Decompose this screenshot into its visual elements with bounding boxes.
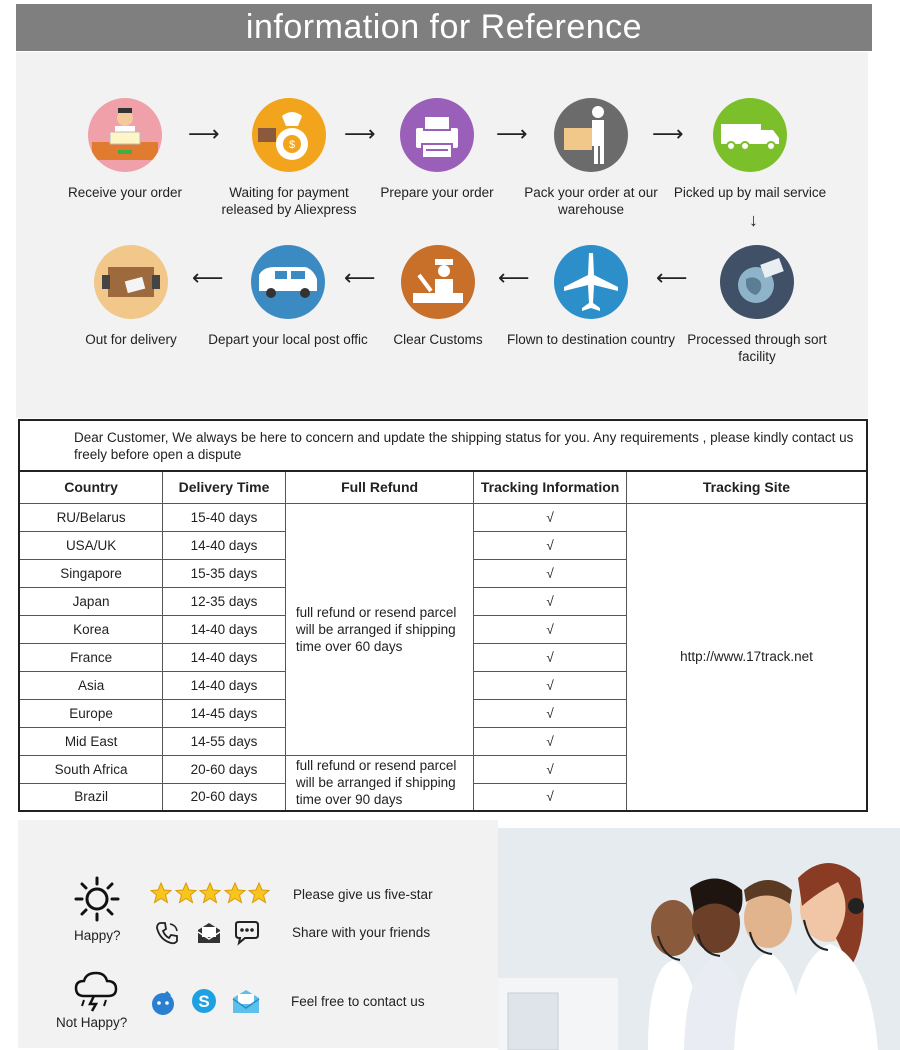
arrow-right-icon: ⟶: [652, 121, 684, 146]
customs-officer-icon: [401, 245, 475, 319]
arrow-right-icon: ⟶: [496, 121, 528, 146]
contact-text: Feel free to contact us: [291, 994, 425, 1009]
mail-envelope-icon[interactable]: [231, 988, 261, 1016]
table-row: [19, 503, 867, 531]
happy-label: Happy?: [74, 928, 121, 943]
arrow-left-icon: ⟵: [192, 265, 224, 290]
refund-60-cell: full refund or resend parcel will be arranged if shipping time over 60 days: [285, 503, 473, 755]
step-depart-post: [203, 245, 373, 348]
messenger-icon[interactable]: [150, 990, 176, 1016]
arrow-right-icon: ⟶: [344, 121, 376, 146]
country-cell: Europe: [19, 699, 163, 727]
parcel-icon: [94, 245, 168, 319]
five-star-text: Please give us five-star: [293, 887, 433, 902]
step-clear-customs: [353, 245, 523, 348]
header-country: Country: [19, 471, 163, 503]
star-icon[interactable]: [199, 882, 221, 904]
shipping-table-section: [18, 419, 868, 812]
step-label: Pack your order at our warehouse: [524, 185, 658, 217]
tracking-cell: √: [474, 755, 627, 783]
country-cell: Japan: [19, 587, 163, 615]
time-cell: 20-60 days: [163, 755, 286, 783]
time-cell: 15-40 days: [163, 503, 286, 531]
country-cell: Brazil: [19, 783, 163, 811]
tracking-cell: √: [474, 503, 627, 531]
header-tracking-info: Tracking Information: [474, 471, 627, 503]
step-prepare-order: [352, 98, 522, 201]
airplane-icon: [554, 245, 628, 319]
sun-icon: [74, 876, 120, 922]
header-tracking-site: Tracking Site: [626, 471, 867, 503]
money-bag-icon: [252, 98, 326, 172]
not-happy-label: Not Happy?: [56, 1015, 128, 1030]
header-delivery-time: Delivery Time: [163, 471, 286, 503]
arrow-left-icon: ⟵: [498, 265, 530, 290]
step-receive-order: [40, 98, 210, 201]
step-label: Out for delivery: [85, 332, 177, 347]
arrow-left-icon: ⟵: [656, 265, 688, 290]
step-sort-facility: [672, 245, 842, 365]
arrow-right-icon: ⟶: [188, 121, 220, 146]
arrow-left-icon: ⟵: [344, 265, 376, 290]
country-cell: Mid East: [19, 727, 163, 755]
country-cell: RU/Belarus: [19, 503, 163, 531]
step-label: Clear Customs: [393, 332, 483, 347]
time-cell: 14-40 days: [163, 531, 286, 559]
star-icon[interactable]: [150, 882, 172, 904]
time-cell: 20-60 days: [163, 783, 286, 811]
globe-mail-icon: [720, 245, 794, 319]
process-flow: [16, 52, 868, 418]
time-cell: 14-40 days: [163, 643, 286, 671]
skype-icon[interactable]: [190, 987, 218, 1015]
star-icon[interactable]: [224, 882, 246, 904]
star-icon[interactable]: [248, 882, 270, 904]
time-cell: 14-40 days: [163, 671, 286, 699]
step-flown: [506, 245, 676, 348]
email-icon[interactable]: [196, 920, 222, 946]
svg-text:S: S: [198, 992, 210, 1011]
tracking-cell: √: [474, 531, 627, 559]
tracking-cell: √: [474, 559, 627, 587]
share-text: Share with your friends: [292, 925, 431, 940]
tracking-cell: √: [474, 615, 627, 643]
step-label: Depart your local post offic: [208, 332, 368, 347]
receptionist-icon: [88, 98, 162, 172]
time-cell: 14-40 days: [163, 615, 286, 643]
tracking-site-link[interactable]: http://www.17track.net: [626, 503, 867, 811]
truck-icon: [713, 98, 787, 172]
tracking-cell: √: [474, 699, 627, 727]
country-cell: USA/UK: [19, 531, 163, 559]
step-waiting-payment: [204, 98, 374, 218]
time-cell: 12-35 days: [163, 587, 286, 615]
step-label: Receive your order: [67, 185, 183, 200]
step-picked-up: [665, 98, 835, 201]
tracking-cell: √: [474, 727, 627, 755]
tracking-cell: √: [474, 643, 627, 671]
step-label: Processed through sort facility: [687, 332, 827, 364]
header-full-refund: Full Refund: [285, 471, 473, 503]
country-cell: South Africa: [19, 755, 163, 783]
chat-icon[interactable]: [233, 920, 261, 946]
shipping-table: [18, 419, 868, 812]
country-cell: Korea: [19, 615, 163, 643]
van-icon: [251, 245, 325, 319]
printer-icon: [400, 98, 474, 172]
time-cell: 15-35 days: [163, 559, 286, 587]
step-out-for-delivery: [46, 245, 216, 348]
svg-text:$: $: [288, 139, 296, 151]
step-label: Prepare your order: [380, 185, 494, 200]
tracking-cell: √: [474, 587, 627, 615]
step-label: Picked up by mail service: [673, 185, 827, 200]
customer-notice: Dear Customer, We always be here to concern and update the shipping status for you. Any requirements , please kindly contact us freely before open a dispute: [19, 420, 867, 471]
table-header-row: [19, 471, 867, 503]
country-cell: France: [19, 643, 163, 671]
phone-icon[interactable]: [154, 920, 180, 946]
star-icon[interactable]: [175, 882, 197, 904]
country-cell: Singapore: [19, 559, 163, 587]
country-cell: Asia: [19, 671, 163, 699]
refund-90-cell: full refund or resend parcel will be arranged if shipping time over 90 days: [285, 755, 473, 811]
step-label: Waiting for payment released by Aliexpress: [221, 185, 357, 217]
tracking-cell: √: [474, 783, 627, 811]
packing-icon: [554, 98, 628, 172]
arrow-down-icon: ↓: [749, 210, 758, 230]
step-pack-order: [506, 98, 676, 218]
support-team-photo: [498, 828, 900, 1050]
time-cell: 14-45 days: [163, 699, 286, 727]
tracking-cell: √: [474, 671, 627, 699]
time-cell: 14-55 days: [163, 727, 286, 755]
page-banner: information for Reference: [16, 4, 872, 51]
feedback-panel: [18, 820, 498, 1048]
storm-cloud-icon: [72, 968, 120, 1012]
step-label: Flown to destination country: [506, 332, 676, 347]
